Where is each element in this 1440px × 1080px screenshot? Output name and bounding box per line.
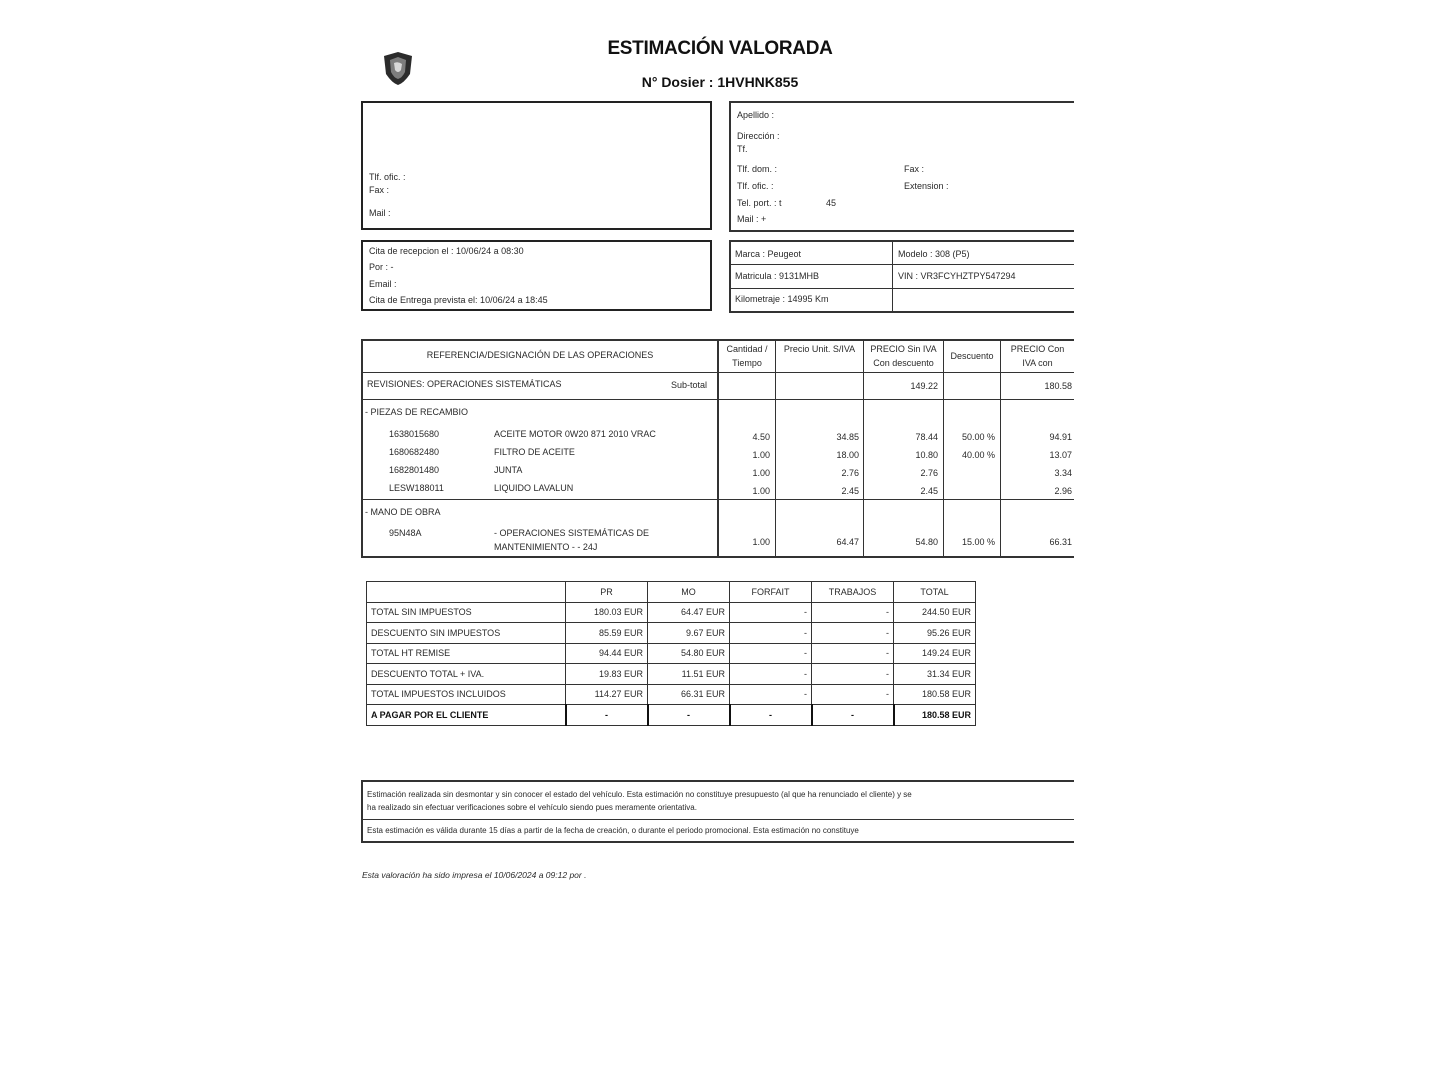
summary-cell-forfait: -: [730, 664, 812, 685]
notes-top: [361, 780, 1074, 782]
vehicle-grid-bottom: [729, 311, 1074, 313]
mano-unit: 64.47: [836, 537, 859, 547]
appointment-por: Por : -: [369, 262, 394, 272]
summary-cell-total: 149.24 EUR: [894, 643, 976, 664]
client-box-top: [729, 101, 1074, 103]
summary-cell-mo: 66.31 EUR: [648, 684, 730, 705]
printed-footer: Esta valoración ha sido impresa el 10/06/2024 a 09:12 por .: [362, 870, 587, 880]
pieza-desc: JUNTA: [494, 465, 523, 475]
summary-header-pr: PR: [566, 582, 648, 603]
summary-cell-pr: 19.83 EUR: [566, 664, 648, 685]
mano-sin-iva: 54.80: [915, 537, 938, 547]
summary-cell-trabajos: -: [812, 643, 894, 664]
vehicle-marca: Marca : Peugeot: [735, 249, 802, 259]
pieza-ref: 1682801480: [389, 465, 440, 475]
appointment-reception: Cita de recepcion el : 10/06/24 a 08:30: [369, 246, 524, 256]
ops-header-unit: Precio Unit. S/IVA: [783, 344, 856, 354]
ops-revisiones-label: REVISIONES: OPERACIONES SISTEMÁTICAS: [367, 379, 562, 389]
summary-cell-trabajos: -: [812, 602, 894, 623]
summary-row-label: DESCUENTO TOTAL + IVA.: [367, 664, 566, 685]
summary-cell-trabajos: -: [812, 664, 894, 685]
summary-cell-pr: 180.03 EUR: [566, 602, 648, 623]
summary-cell-forfait: -: [730, 684, 812, 705]
summary-header-row: [367, 582, 976, 603]
client-box-left: [729, 101, 731, 231]
client-extension: Extension :: [904, 181, 949, 191]
summary-header-total: TOTAL: [894, 582, 976, 603]
client-direccion: Dirección :: [737, 131, 780, 141]
summary-table: [366, 581, 976, 726]
vehicle-kilometraje: Kilometraje : 14995 Km: [735, 294, 829, 304]
mano-desc-1: - OPERACIONES SISTEMÁTICAS DE: [494, 528, 650, 538]
summary-cell-trabajos: -: [812, 684, 894, 705]
pieza-unit: 2.76: [841, 468, 859, 478]
pieza-con-iva: 94.91: [1049, 432, 1072, 442]
note-2: Esta estimación es válida durante 15 días a partir de la fecha de creación, o durante el periodo promocional. Esta estimación no constituye: [367, 826, 859, 835]
pieza-ref: LESW188011: [389, 483, 444, 493]
pieza-qty: 1.00: [752, 486, 770, 496]
mano-section-title: - MANO DE OBRA: [365, 507, 441, 517]
ops-header-qty-2: Tiempo: [732, 358, 762, 368]
summary-cell-mo: 54.80 EUR: [648, 643, 730, 664]
ops-header-con-iva-2: IVA con: [1022, 358, 1053, 368]
vehicle-grid-top: [729, 240, 1074, 242]
note-1-line-1: Estimación realizada sin desmontar y sin conocer el estado del vehículo. Esta estimación no constituye presupuesto (al que ha renunciado el cliente) y se: [367, 790, 912, 799]
notes-bottom: [361, 841, 1074, 843]
ops-header-sin-iva-1: PRECIO Sin IVA: [870, 344, 937, 354]
summary-header-trabajos: TRABAJOS: [812, 582, 894, 603]
summary-row-label: DESCUENTO SIN IMPUESTOS: [367, 623, 566, 644]
ops-col-left: [361, 339, 363, 557]
pieza-descuento: 40.00 %: [961, 450, 995, 460]
summary-row: [367, 623, 976, 644]
appointment-delivery: Cita de Entrega prevista el: 10/06/24 a 18:45: [369, 295, 548, 305]
client-apellido: Apellido :: [737, 110, 775, 120]
ops-col-con-iva: [1000, 339, 1001, 557]
summary-cell-pr: 94.44 EUR: [566, 643, 648, 664]
vehicle-matricula: Matricula : 9131MHB: [735, 271, 820, 281]
vehicle-grid-row2: [729, 288, 1074, 289]
summary-row-label: TOTAL HT REMISE: [367, 643, 566, 664]
summary-cell-pr: -: [566, 705, 648, 726]
pieza-descuento: 50.00 %: [961, 432, 995, 442]
notes-left: [361, 780, 363, 842]
piezas-section-title: - PIEZAS DE RECAMBIO: [365, 407, 469, 417]
summary-cell-total: 180.58 EUR: [894, 705, 976, 726]
notes-divider: [361, 819, 1074, 820]
summary-cell-mo: -: [648, 705, 730, 726]
summary-cell-total: 180.58 EUR: [894, 684, 976, 705]
client-tel-port: Tel. port. : t: [737, 198, 782, 208]
client-mail: Mail : +: [737, 214, 767, 224]
summary-header-mo: MO: [648, 582, 730, 603]
vehicle-grid-row1: [729, 264, 1074, 265]
summary-cell-forfait: -: [730, 602, 812, 623]
summary-cell-total: 244.50 EUR: [894, 602, 976, 623]
summary-row-label: TOTAL IMPUESTOS INCLUIDOS: [367, 684, 566, 705]
pieza-desc: FILTRO DE ACEITE: [494, 447, 575, 457]
summary-corner: [367, 582, 566, 603]
vehicle-vin: VIN : VR3FCYHZTPY547294: [898, 271, 1016, 281]
summary-cell-forfait: -: [730, 705, 812, 726]
summary-row-label: A PAGAR POR EL CLIENTE: [367, 705, 566, 726]
pieza-sin-iva: 78.44: [915, 432, 938, 442]
workshop-contact-box: [361, 101, 712, 230]
ops-col-qty: [717, 339, 719, 557]
dossier-number: N° Dosier : 1HVHNK855: [641, 74, 799, 90]
summary-cell-forfait: -: [730, 643, 812, 664]
summary-row-a-pagar: [367, 705, 976, 726]
vehicle-grid-left: [729, 240, 731, 312]
document-title: ESTIMACIÓN VALORADA: [607, 38, 833, 59]
client-tel-dom: Tlf. dom. :: [737, 164, 778, 174]
vehicle-grid-mid: [892, 240, 893, 312]
mano-ref: 95N48A: [389, 528, 422, 538]
pieza-con-iva: 2.96: [1054, 486, 1072, 496]
summary-cell-mo: 11.51 EUR: [648, 664, 730, 685]
pieza-unit: 2.45: [841, 486, 859, 496]
vehicle-modelo: Modelo : 308 (P5): [898, 249, 970, 259]
client-direccion-line2: Tf.: [737, 144, 748, 154]
mano-qty: 1.00: [752, 537, 770, 547]
summary-cell-pr: 114.27 EUR: [566, 684, 648, 705]
summary-cell-mo: 9.67 EUR: [648, 623, 730, 644]
ops-col-descuento: [943, 339, 944, 557]
ops-header-sin-iva-2: Con descuento: [873, 358, 934, 368]
summary-cell-mo: 64.47 EUR: [648, 602, 730, 623]
pieza-sin-iva: 2.45: [920, 486, 938, 496]
summary-cell-trabajos: -: [812, 623, 894, 644]
pieza-unit: 34.85: [836, 432, 859, 442]
summary-cell-total: 31.34 EUR: [894, 664, 976, 685]
mano-descuento: 15.00 %: [961, 537, 995, 547]
summary-row-label: TOTAL SIN IMPUESTOS: [367, 602, 566, 623]
client-box-bottom: [729, 230, 1074, 232]
summary-row: [367, 643, 976, 664]
summary-cell-total: 95.26 EUR: [894, 623, 976, 644]
note-1-line-2: ha realizado sin efectuar verificaciones sobre el vehículo siendo pues meramente orientativa.: [367, 803, 697, 812]
ops-revisiones-con-iva: 180.58: [1044, 381, 1072, 391]
pieza-ref: 1638015680: [389, 429, 440, 439]
pieza-ref: 1680682480: [389, 447, 440, 457]
pieza-sin-iva: 2.76: [920, 468, 938, 478]
summary-cell-forfait: -: [730, 623, 812, 644]
pieza-con-iva: 3.34: [1054, 468, 1072, 478]
mano-con-iva: 66.31: [1049, 537, 1072, 547]
summary-header-forfait: FORFAIT: [730, 582, 812, 603]
ops-header-ref: REFERENCIA/DESIGNACIÓN DE LAS OPERACIONES: [426, 350, 654, 360]
pieza-qty: 1.00: [752, 468, 770, 478]
ops-header-qty-1: Cantidad /: [726, 344, 768, 354]
ops-header-descuento: Descuento: [950, 351, 994, 361]
summary-cell-trabajos: -: [812, 705, 894, 726]
pieza-sin-iva: 10.80: [915, 450, 938, 460]
appointment-email: Email :: [369, 279, 397, 289]
pieza-desc: ACEITE MOTOR 0W20 871 2010 VRAC: [494, 429, 656, 439]
mano-desc-2: MANTENIMIENTO - - 24J: [494, 542, 598, 552]
summary-row: [367, 602, 976, 623]
summary-row: [367, 684, 976, 705]
peugeot-logo-icon: [380, 50, 416, 86]
pieza-unit: 18.00: [836, 450, 859, 460]
workshop-tel-label: Tlf. ofic. :: [369, 172, 406, 182]
summary-cell-pr: 85.59 EUR: [566, 623, 648, 644]
workshop-mail-label: Mail :: [369, 208, 391, 218]
client-tel-port-suffix: 45: [826, 198, 837, 208]
client-fax: Fax :: [904, 164, 925, 174]
pieza-con-iva: 13.07: [1049, 450, 1072, 460]
ops-col-sin-iva: [863, 339, 864, 557]
ops-header-con-iva-1: PRECIO Con: [1010, 344, 1065, 354]
summary-row: [367, 664, 976, 685]
ops-revisiones-sin-iva: 149.22: [910, 381, 938, 391]
ops-col-unit: [775, 339, 776, 557]
pieza-desc: LIQUIDO LAVALUN: [494, 483, 574, 493]
pieza-qty: 4.50: [752, 432, 770, 442]
workshop-fax-label: Fax :: [369, 185, 390, 195]
pieza-qty: 1.00: [752, 450, 770, 460]
ops-subtotal-label: Sub-total: [671, 380, 708, 390]
client-tel-ofic: Tlf. ofic. :: [737, 181, 774, 191]
